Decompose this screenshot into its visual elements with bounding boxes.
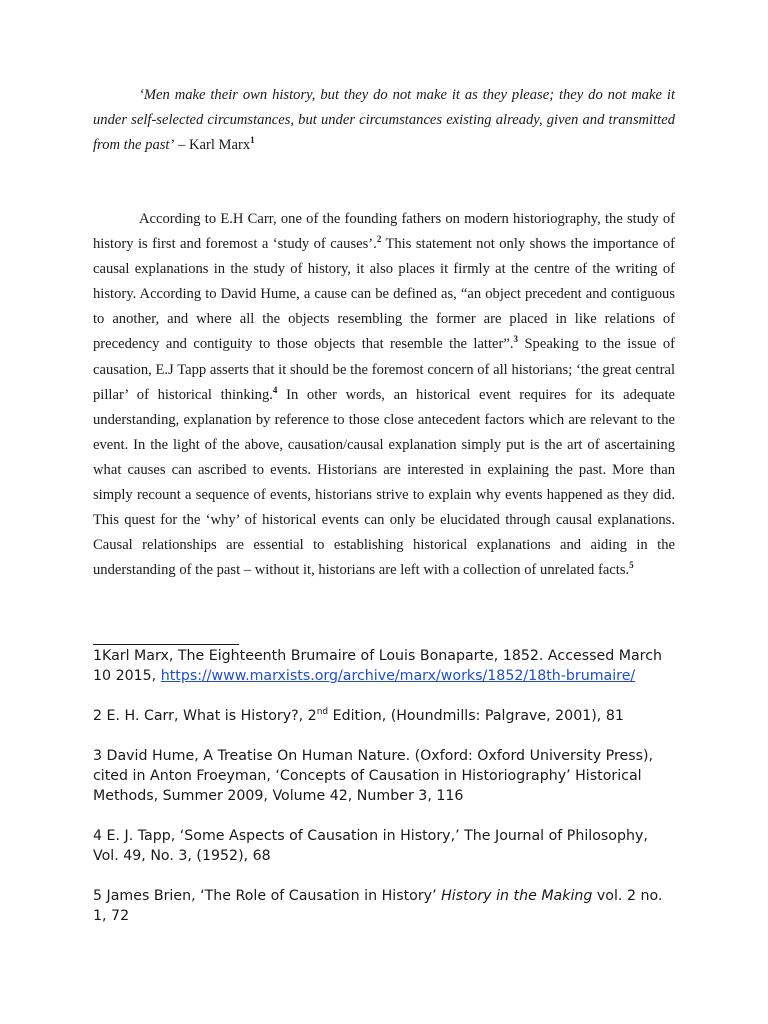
footnote-1 [93,646,675,686]
footnote-3: 3 David Hume, A Treatise On Human Nature. (Oxford: Oxford University Press), cited in Anton Froeyman, ‘Concepts of Causation in Historiography’ Historical Methods, Summer 2009, Volume 42, Number 3, 116 [93,748,654,804]
footnote-ref-3: 3 [513,334,519,345]
footnote-5 [93,886,675,926]
footnote-5-journal: History in the Making [441,888,593,904]
footnote-ref-2: 2 [376,234,382,245]
paragraph-segment-1: According to E.H Carr, one of the founding fathers on modern historiography, the study of history is first and foremost a ‘study of causes’. [93,211,675,253]
footnote-ref-1: 1 [250,135,255,145]
footnote-2-superscript: nd [316,707,329,717]
footnote-4: 4 E. J. Tapp, ‘Some Aspects of Causation in History,’ The Journal of Philosophy, Vol. 49, No. 3, (1952), 68 [93,828,648,864]
footnote-5-text: 5 James Brien, ‘The Role of Causation in History’ [93,888,442,904]
epigraph-attribution: – Karl Marx [174,137,251,153]
body-paragraph [93,207,675,583]
footnote-2-text: 2 E. H. Carr, What is History?, 2 [93,708,317,724]
paragraph-segment-4: In other words, an historical event requires for its adequate understanding, explanation by reference to those close antecedent factors which are relevant to the event. In the light of the above, causation/causal explanation simply put is the art of ascertaining what causes can ascribed to events. Historians are interested in explaining the past. More than simply recount a sequence of events, historians strive to explain why events happened as they did. This quest for the ‘why’ of historical events can only be elucidated through causal explanations. Causal relationships are essential to establishing historical explanations and aiding in the understanding of the past – without it, historians are left with a collection of unrelated facts. [93,386,676,579]
epigraph-text: ‘Men make their own history, but they do not make it as they please; they do not make it under self-selected circumstances, but under circumstances existing already, given and transmitted from the past’ [93,87,675,153]
epigraph [93,83,675,158]
paragraph-segment-3: Speaking to the issue of causation, E.J Tapp asserts that it should be the foremost concern of all historians; ‘the great central pillar’ of historical thinking. [93,336,675,403]
paragraph-segment-2: This statement not only shows the importance of causal explanations in the study of history, it also places it firmly at the centre of the writing of history. According to David Hume, a cause can be defined as, “an object precedent and contiguous to another, and where all the objects resembling the former are placed in like relations of precedency and contiguity to those objects that resemble the latter”. [93,236,675,353]
footnotes [93,646,675,946]
footnote-5-text-end: vol. 2 no. 1, 72 [93,888,663,924]
footnote-1-link[interactable]: https://www.marxists.org/archive/marx/works/1852/18th-brumaire/ [160,668,636,684]
footnote-2 [93,706,675,726]
footnote-2-text-end: Edition, (Houndmills: Palgrave, 2001), 81 [328,708,624,724]
footnote-ref-4: 4 [272,384,278,395]
footnote-separator [93,644,239,645]
footnote-1-text: 1Karl Marx, The Eighteenth Brumaire of Louis Bonaparte, 1852. Accessed March 10 2015, [93,648,662,684]
footnote-ref-5: 5 [629,560,634,571]
